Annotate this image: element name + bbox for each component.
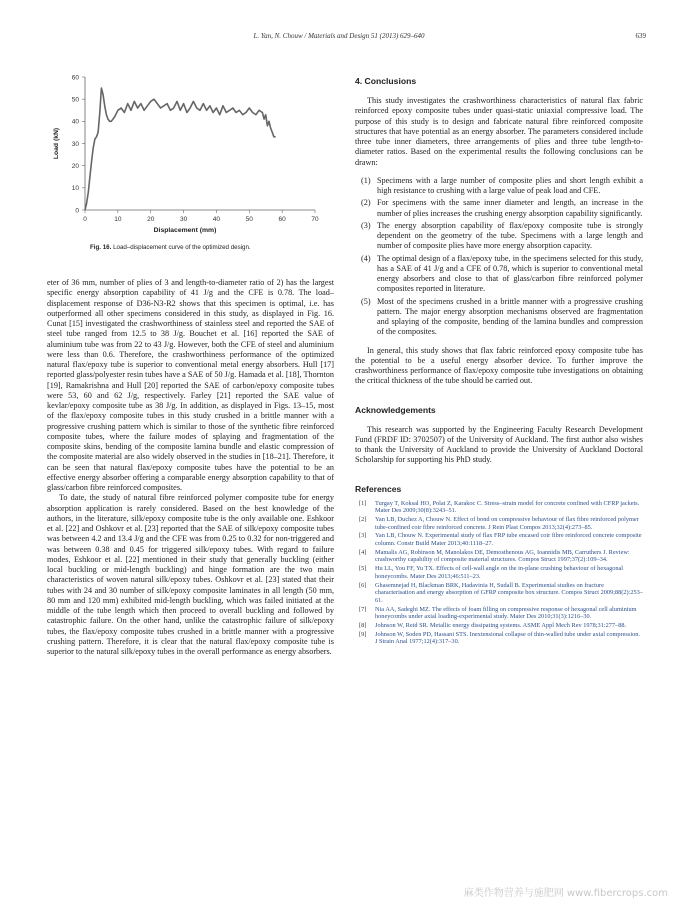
right-column [355, 76, 643, 647]
reference-text[interactable]: Hu LL, You FF, Yu TX. Effects of cell-wall angle on the in-plane crushing behaviour of hexagonal honeycombs. Mater Des 2013;46:511–23. [375, 565, 624, 580]
reference-text[interactable]: Yan LB, Duchez A, Chouw N. Effect of bond on compressive behaviour of flax fibre reinforced polymer tube-confined coir fibre reinforced concrete. J Rein Plast Compos 2013;32(4):273–85. [375, 515, 639, 531]
figure-caption-label: Fig. 16. [90, 244, 112, 251]
acknowledgements-text: This research was supported by the Engineering Faculty Research Development Fund (FRDF ID: 3702507) of the University of Auckland. The first author also wishes to thank the University of Auckland to provide the University of Auckland Doctoral Scholarship for supporting his PhD study. [355, 424, 643, 465]
running-title: L. Yan, N. Chouw / Materials and Design 51 (2013) 629–640 [253, 32, 425, 40]
conclusions-final: In general, this study shows that flax fabric reinforced epoxy composite tube has the potential to be a useful energy absorber device. To further improve the crashworthiness performance of flax/epoxy composite tube investigations on obtaining the critical thickness of the tube should be carried out. [355, 345, 643, 386]
reference-item[interactable] [355, 532, 643, 547]
conclusions-list [355, 176, 643, 338]
x-tick-label: 0 [83, 216, 87, 223]
load-displacement-chart [48, 62, 348, 237]
x-tick-label: 10 [114, 216, 122, 223]
x-tick-label: 40 [212, 216, 221, 223]
reference-item[interactable] [355, 606, 643, 621]
reference-number: [9] [359, 630, 367, 638]
reference-item[interactable] [355, 631, 643, 646]
x-axis-label: Displacement (mm) [153, 227, 217, 234]
acknowledgements-heading: Acknowledgements [355, 404, 436, 415]
y-tick-label: 40 [71, 118, 79, 126]
conclusion-item [355, 221, 643, 252]
reference-item[interactable] [355, 565, 643, 580]
y-tick-label: 20 [71, 162, 79, 170]
conclusion-item [355, 254, 643, 295]
y-tick-label: 60 [71, 74, 79, 82]
reference-text[interactable]: Turgay T, Koksal HO, Polat Z, Karakoc C. Stress–strain model for concrete confined with CFRP jackets. Mater Des 2009;30(8):3243–51. [375, 499, 640, 515]
page-number: 639 [635, 32, 646, 40]
y-tick-label: 50 [71, 96, 79, 104]
conclusion-text: The optimal design of a flax/epoxy tube, in the specimens selected for this study, has a SAE of 41 J/g and a CFE of 0.78, which is superior to conventional metal energy absorbers and close to that of glass/carbon fibre reinforced polymer composites reported in literature. [377, 253, 643, 294]
conclusion-text: Specimens with a large number of composite plies and short length exhibit a high resistance to crushing with a large value of peak load and CFE. [377, 175, 643, 195]
conclusions-intro: This study investigates the crashworthiness characteristics of natural flax fabric reinforced epoxy composite tubes under quasi-static uniaxial compressive load. The purpose of this study is to design and fabricate natural fibre reinforced composite structures that have potential as an energy absorber. The parameters considered include three tube inner diameters, three arrangements of plies and three tube length-to-diameter ratios. Based on the experimental results the following conclusions can be drawn: [355, 96, 643, 167]
reference-text[interactable]: Nia AA, Sadeghi MZ. The effects of foam filling on compressive response of hexagonal cell aluminium honeycombs under axial loading-experimental study. Mater Des 2010;31(3):1216–30. [375, 605, 637, 621]
x-tick-label: 70 [311, 216, 319, 223]
reference-item[interactable] [355, 549, 643, 564]
reference-number: [4] [359, 548, 367, 556]
references-list [355, 500, 643, 647]
figure-caption-text: Load–displacement curve of the optimized design. [113, 244, 251, 251]
reference-text[interactable]: Yan LB, Chouw N. Experimental study of flax FRP tube encased coir fibre reinforced concrete composite column. Constr Build Mater 2013;40:1118–27. [375, 532, 642, 548]
reference-text[interactable]: Mamalis AG, Robinson M, Manolakos DE, Demosthenous AG, Ioannidis MB, Carruthers J. Review: crashworthy capability of composite material structures. Compos Struct 1997;37(2):109–34. [375, 548, 630, 564]
reference-item[interactable] [355, 516, 643, 531]
reference-item[interactable] [355, 582, 643, 605]
references-heading: References [355, 483, 402, 494]
reference-number: [5] [359, 565, 367, 573]
reference-number: [1] [359, 499, 367, 507]
reference-number: [7] [359, 605, 367, 613]
reference-item[interactable] [355, 500, 643, 515]
conclusion-item [355, 198, 643, 219]
reference-item[interactable] [355, 622, 643, 630]
conclusion-item [355, 176, 643, 197]
x-tick-label: 60 [278, 216, 286, 223]
reference-text[interactable]: Johnson W, Soden PD, Hassani STS. Inextensional collapse of thin-walled tube under axial compression. J Strain Anal 1977;12(4):317–30. [375, 630, 640, 646]
conclusion-number: (4) [361, 253, 371, 263]
reference-number: [3] [359, 532, 367, 540]
left-column [47, 278, 334, 657]
x-tick-label: 20 [147, 216, 155, 223]
y-axis-label: Load (kN) [53, 127, 60, 160]
y-tick-label: 0 [75, 207, 79, 215]
conclusions-heading: 4. Conclusions [355, 76, 417, 86]
series-line [85, 88, 276, 210]
conclusion-number: (5) [361, 296, 371, 306]
reference-text[interactable]: Ghasemnejad H, Blackman BRK, Hadavinia H, Sudall B. Experimental studies on fracture characterisation and energy absorption of GFRP composite box structure. Compos Struct 2009;88(2):253–61. [375, 581, 643, 604]
discussion-paragraph-2: To date, the study of natural fibre reinforced polymer composite tube for energy absorption application is rarely considered. Based on the best knowledge of the authors, in the literature, silk/epoxy composite tube is the only available one. Eshkoor et al. [22] and Oshkovr et al. [23] reported that the SAE of silk/epoxy composite tubes was between 4.2 and 13.4 J/g and the CFE was from 0.25 to 0.32 for non-triggered and was between 0.38 and 0.45 for triggered silk/epoxy tubes. With regard to failure modes, Eshkoor et al. [22] mentioned in their study that generally buckling (either local buckling or mid-length buckling) and hinge formation are the two main characteristics of woven natural silk/epoxy tubes. Oshkovr et al. [23] stated that their tubes with 24 and 30 number of silk/epoxy composite laminates in all length (50 mm, 80 mm and 120 mm) exhibited mid-length buckling, which was failed initiated at the middle of the tube length which then proceed to overall buckling and followed by catastrophic failure. On the other hand, unlike the catastrophic failure of silk/epoxy tubes, the flax/epoxy composite tubes crushed in a brittle manner with a progressive crushing pattern. Therefore, it is clear that the natural flax/epoxy composite tube is superior to the natural silk/epoxy tubes in the overall performance as energy absorbers. [47, 493, 334, 656]
conclusion-number: (2) [361, 198, 371, 208]
conclusion-text: Most of the specimens crushed in a brittle manner with a progressive crushing pattern. The major energy absorption mechanisms observed are fragmentation and splaying of the composite, bending of the lamina bundles and compression of the composites. [377, 296, 643, 337]
x-tick-label: 50 [245, 216, 253, 223]
conclusion-item [355, 297, 643, 338]
figure-caption [90, 244, 251, 251]
reference-number: [6] [359, 581, 367, 589]
conclusion-text: The energy absorption capability of flax/epoxy composite tube is strongly dependent on the geometry of the tube. Specimens with a large length and number of composite plies have more energy absorption capacity. [377, 220, 643, 251]
reference-text[interactable]: Johnson W, Reid SR. Metallic energy dissipating systems. ASME Appl Mech Rev 1978;31:277–88. [375, 622, 627, 630]
reference-number: [2] [359, 515, 367, 523]
conclusion-number: (1) [361, 175, 371, 185]
discussion-paragraph-1: eter of 36 mm, number of plies of 3 and length-to-diameter ratio of 2) has the largest specific energy absorption capability of 41 J/g and the CFE is 0.78. The load–displacement response of D36-N3-R2 shows that this specimen is optimal, i.e. has outperformed all other specimens considered in this study, as displayed in Fig. 16. Cunat [15] investigated the crashworthiness of stainless steel and reported the SAE of steel tube ranged from 12.5 to 38 J/g. Bouchet et al. [16] reported the SAE of aluminium tube was from 22 to 43 J/g. However, both the CFE of steel and aluminium were less than 0.6. Therefore, the crashworthiness performance of the optimized natural flax/epoxy tube is superior to conventional metal energy absorbers. Hull [17] reported glass/polyester resin tubes have a SAE of 50 J/g. Hamada et al. [18], Thornton [19], Ramakrishna and Hull [20] reported the SAE of carbon/epoxy composite tubes were 53, 60 and 62 J/g, respectively. Farley [21] reported the SAE value of kevlar/epoxy composite tube as 38 J/g. In addition, as displayed in Figs. 13–15, most of the flax/epoxy composite tubes in this study crushed in a brittle manner with a progressive crushing pattern which is similar to those of the synthetic fibre reinforced composite tubes, where the failure modes of splaying and fragmentation of the composite skins, bending of the composite lamina bundle and elastic compression of the composite material are also widely observed in the studies in [18–21]. Therefore, it can be seen that natural flax/epoxy composite tubes have the potential to be an effective energy absorber offering a comparable energy absorption capability to that of glass/carbon fibre reinforced composites. [47, 278, 334, 492]
conclusion-number: (3) [361, 220, 371, 230]
watermark: 麻类作物营养与施肥网 www.fibercrops.com [463, 888, 668, 899]
y-tick-label: 30 [71, 140, 79, 148]
y-tick-label: 10 [71, 185, 79, 193]
x-tick-label: 30 [179, 216, 188, 223]
reference-number: [8] [359, 622, 367, 630]
conclusion-text: For specimens with the same inner diameter and length, an increase in the number of plies increases the crushing energy absorption capability significantly. [377, 198, 643, 218]
